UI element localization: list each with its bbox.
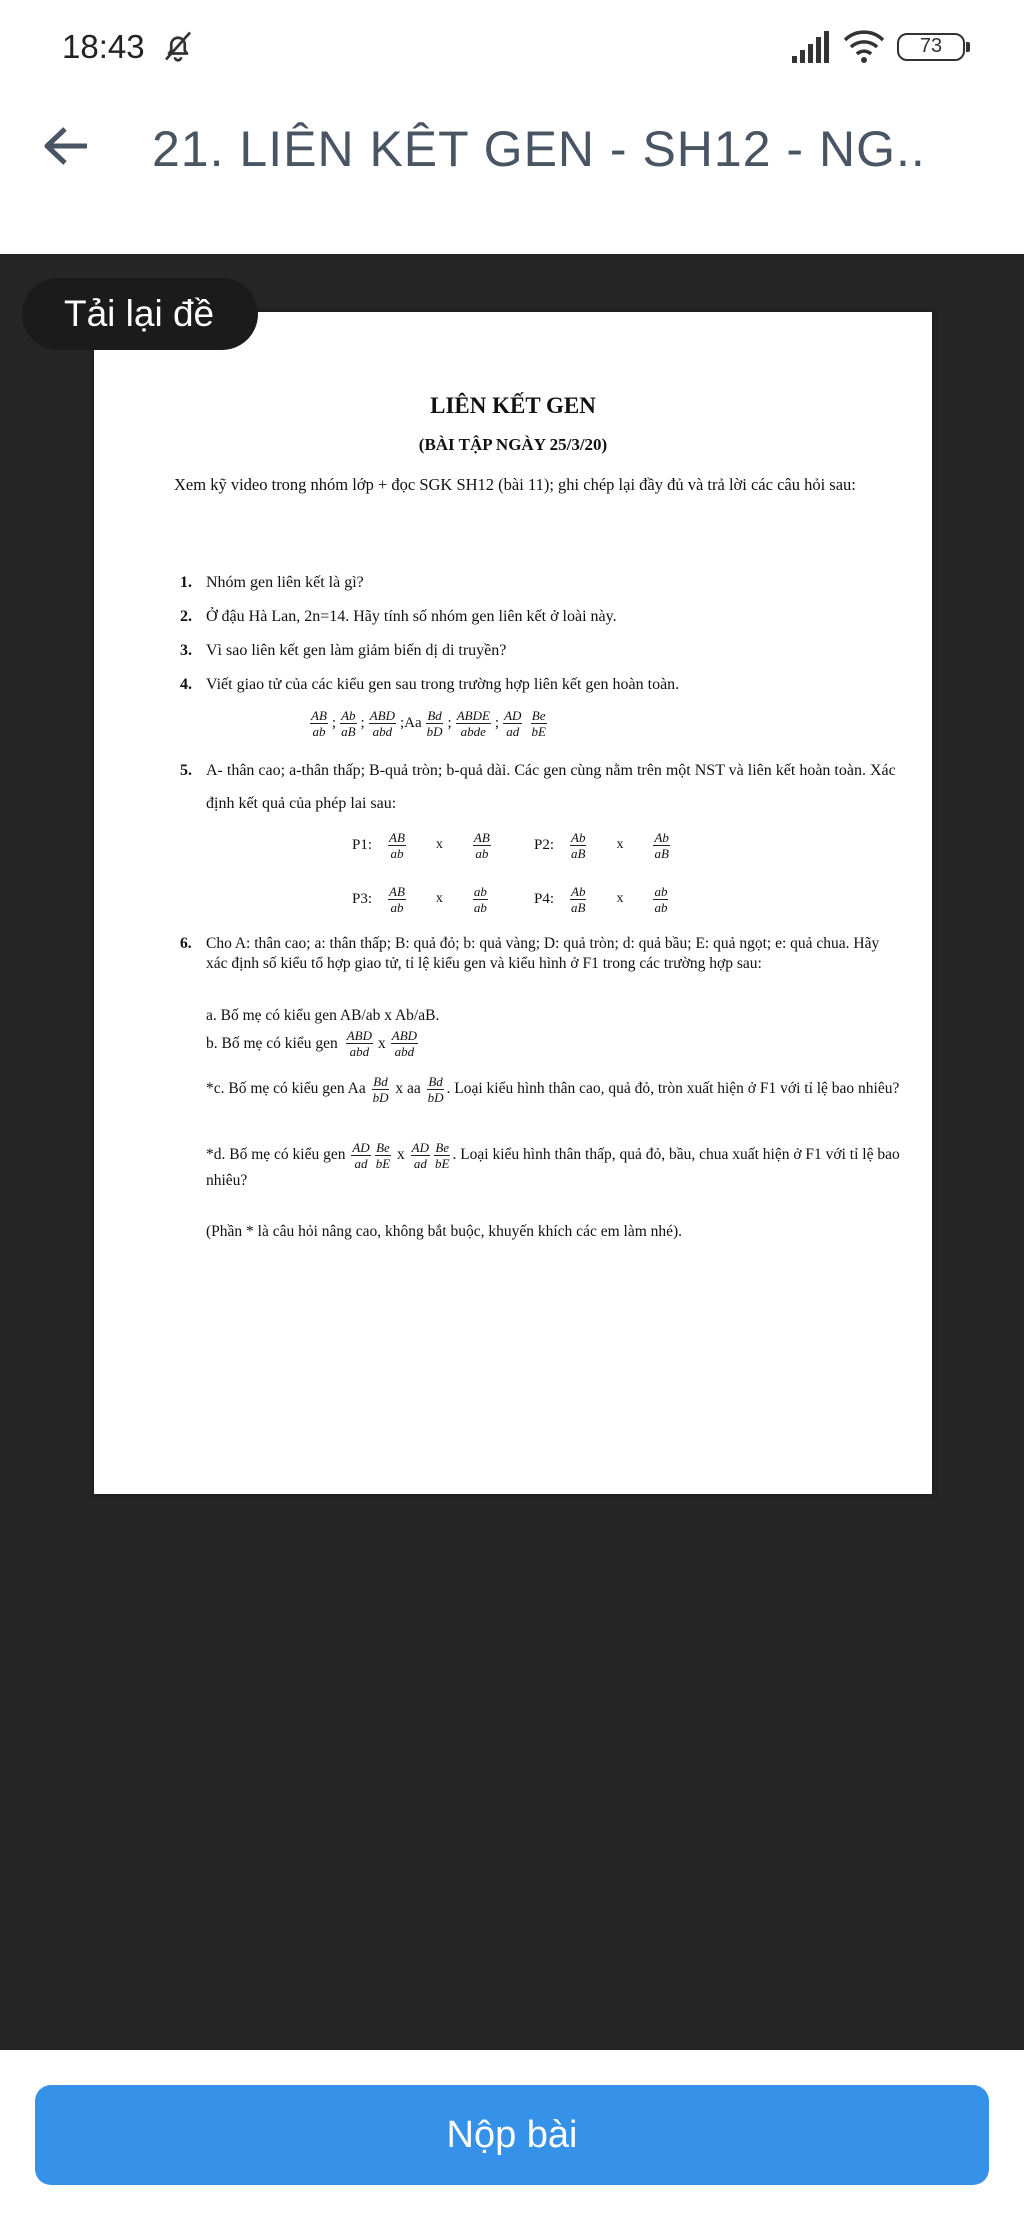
cross-p4: P4: $\frac{Ab}{aB}$ x $\frac{ab}{ab}$ [534,884,668,915]
signal-icon [790,30,830,64]
question-6a: a. Bố mẹ có kiểu gen AB/ab x Ab/aB. [206,1007,440,1024]
arrow-left-icon [43,126,89,166]
genotype-fraction: $\frac{Bd}{bD}$ [426,708,443,739]
back-button[interactable] [36,116,96,176]
question-5: 5. A- thân cao; a-thân thấp; B-quả tròn; b-quả dài. Các gen cùng nằm trên một NST và liên kết hoàn toàn. Xác định kết quả của phép lai sau: [180,762,896,812]
doc-subtitle: (BÀI TẬP NGÀY 25/3/20) [418,435,608,454]
app-bar [0,96,1024,254]
cross-p2: P2: $\frac{Ab}{aB}$ x $\frac{Ab}{aB}$ [534,830,669,861]
genotype-fraction: $\frac{\text{ABDE}}{\text{abde}}$ [456,708,490,739]
bell-off-icon [160,28,196,64]
question-6d: *d. Bố mẹ có kiểu gen $\frac{AD}{ad}$ $\frac{Be}{bE}$ x $\frac{AD}{ad}$ $\frac{Be}{bE}$ . Loại kiểu hình thân thấp, quả đỏ, bầu, chua xuất hiện ở F1 với tỉ lệ bao nhiêu? [206,1140,900,1189]
cross-p3: P3: $\frac{AB}{ab}$ x $\frac{ab}{ab}$ [352,884,487,915]
genotype-fraction: $\frac{AD}{ad}$ [504,708,522,739]
question-6: 6. Cho A: thân cao; a: thân thấp; B: quả đỏ; b: quả vàng; D: quả tròn; d: quả bầu; E: quả ngọt; e: quả chua. Hãy xác định số kiểu tổ hợp giao tử, tỉ lệ kiểu gen và kiểu hình ở F1 trong các trường hợp sau: [180,935,880,972]
question-6b: b. Bố mẹ có kiểu gen $\frac{\text{ABD}}{\text{abd}}$ x $\frac{\text{ABD}}{\text{abd}}$ [206,1028,418,1059]
document-viewer[interactable] [0,254,1024,2050]
genotype-fraction: $\frac{\text{ABD}}{\text{abd}}$ [369,708,395,739]
bottom-bar [0,2050,1024,2217]
genotype-fraction: $\frac{Be}{bE}$ [531,708,546,739]
reload-button[interactable]: Tải lại đề [22,278,258,350]
page-title: 21. LIÊN KÊT GEN - SH12 - NG.. [152,121,926,177]
question-2: 2. Ở đậu Hà Lan, 2n=14. Hãy tính số nhóm gen liên kết ở loài này. [180,608,617,625]
question-1: 1. Nhóm gen liên kết là gì? [180,574,364,591]
question-note: (Phần * là câu hỏi nâng cao, không bắt buộc, khuyến khích các em làm nhé). [206,1223,683,1240]
question-3: 3. Vì sao liên kết gen làm giảm biến dị di truyền? [180,642,507,659]
document-page [94,312,932,1494]
q4-genotypes: $\frac{AB}{ab}$ ; $\frac{Ab}{aB}$ ; $\frac{\text{ABD}}{\text{abd}}$ ;Aa $\frac{Bd}{bD}$ ; $\frac{\text{ABDE}}{\text{abde}}$ ; $\frac{AD}{ad}$ $\frac{Be}{bE}$ [311,708,546,739]
doc-title: LIÊN KẾT GEN [430,393,596,418]
submit-button[interactable]: Nộp bài [35,2085,989,2185]
genotype-fraction: $\frac{Ab}{aB}$ [341,708,356,739]
status-time: 18:43 [62,28,145,65]
cross-p1: P1: $\frac{AB}{ab}$ x $\frac{AB}{ab}$ [352,830,490,861]
doc-intro: Xem kỹ video trong nhóm lớp + đọc SGK SH12 (bài 11); ghi chép lại đầy đủ và trả lời các câu hỏi sau: [174,475,856,494]
question-6c: *c. Bố mẹ có kiểu gen Aa $\frac{Bd}{bD}$ x aa $\frac{Bd}{bD}$ . Loại kiểu hình thân cao, quả đỏ, tròn xuất hiện ở F1 với tỉ lệ bao nhiêu? [206,1074,900,1105]
status-bar [0,0,1024,96]
genotype-fraction: $\frac{AB}{ab}$ [311,708,327,739]
wifi-icon [843,28,885,64]
battery-indicator: 73 [897,33,965,61]
question-4: 4. Viết giao tử của các kiểu gen sau trong trường hợp liên kết gen hoàn toàn. [180,676,680,693]
